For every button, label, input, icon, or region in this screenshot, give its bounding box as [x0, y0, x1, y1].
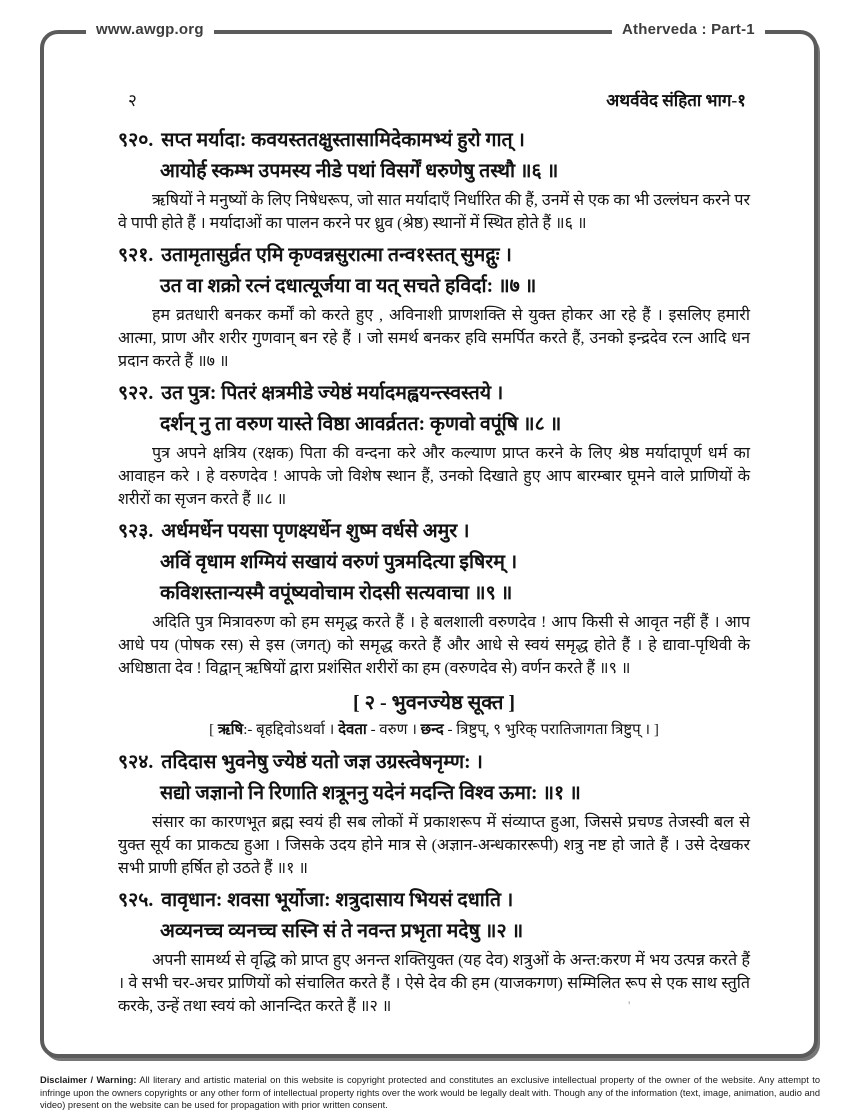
- verse-number: ९२१.: [118, 245, 154, 266]
- mantra-line: उत पुत्र: पितरं क्षत्रमीडे ज्येष्ठं मर्यादमह्वयन्त्स्वस्तये ।: [161, 383, 504, 404]
- verse-explanation: पुत्र अपने क्षत्रिय (रक्षक) पिता की वन्दना करे और कल्याण प्राप्त करने के लिए श्रेष्ठ मर्यादापूर्ण धर्म का आवाहन करे । हे वरुणदेव ! आपके जो विशेष स्थान हैं, उनको दिखाते हुए आप बारम्बार घूमने वाले प्राणियों के शरीरों का सृजन करते हैं ॥८ ॥: [118, 445, 750, 508]
- verse-number: ९२३.: [118, 521, 154, 542]
- verse-block-920: [118, 125, 750, 235]
- mantra: [118, 125, 750, 187]
- mantra: [118, 747, 750, 809]
- page-number: २: [128, 91, 137, 110]
- verse-explanation: अदिति पुत्र मित्रावरुण को हम समृद्ध करते हैं । हे बलशाली वरुणदेव ! आप किसी से आवृत नहीं हैं । आप आधे पय (पोषक रस) से इस (जगत्) को समृद्ध करते हैं और आधे से स्वयं समृद्ध होते हैं । हे द्यावा-पृथिवी के अधिष्ठाता देव ! विद्वान् ऋषियों द्वारा प्रशंसित शरीरों का हम (वरुणदेव से) वर्णन करते हैं ॥९ ॥: [118, 614, 750, 677]
- running-head-title: अथर्ववेद संहिता भाग-१: [606, 91, 746, 110]
- mantra-line: आयोर्ह स्कम्भ उपमस्य नीडे पथां विसर्गें धरुणेषु तस्थौ ॥६ ॥: [160, 161, 559, 182]
- running-head: [128, 88, 746, 111]
- mantra-line: कविशस्तान्यस्मै वपूंष्यवोचाम रोदसी सत्यवाचा ॥९ ॥: [160, 583, 513, 604]
- verse-block-925: [118, 885, 750, 1018]
- mantra-line: अविं वृधाम शग्मियं सखायं वरुणं पुत्रमदित्या इषिरम् ।: [160, 552, 518, 573]
- mantra-line: अर्धमर्धेन पयसा पृणक्ष्यर्धेन शुष्म वर्धसे अमुर ।: [161, 521, 470, 542]
- page-content: [118, 88, 750, 1023]
- verse-block-924: [118, 747, 750, 880]
- verse-explanation: ऋषियों ने मनुष्यों के लिए निषेधरूप, जो सात मर्यादाएँ निर्धारित की हैं, उनमें से एक का भी उल्लंघन करने पर वे पापी होते हैं । मर्यादाओं का पालन करने पर ध्रुव (श्रेष्ठ) स्थानों में स्थित होते हैं ॥६ ॥: [118, 192, 750, 232]
- verse-explanation: अपनी सामर्थ्य से वृद्धि को प्राप्त हुए अनन्त शक्तियुक्त (यह देव) शत्रुओं के अन्त:करण में भय उत्पन्न करते हैं । वे सभी चर-अचर प्राणियों को संचालित करते हैं । ऐसे देव की हम (याजकगण) सम्मिलित रूप से एक साथ स्तुति करके, उन्हें तथा स्वयं को आनन्दित करते हैं ॥२ ॥: [118, 952, 750, 1015]
- disclaimer-text: All literary and artistic material on this website is copyright protected and constitutes an exclusive intellectual property of the owner of the website. Any attempt to infringe upon the owners copyrights or any other form of intellectual property rights over the work would be legally dealt with. Though any of the information (text, image, animation, audio and video) present on the website can be used for propagation with prior written consent.: [40, 1075, 820, 1110]
- devata-label: देवता: [338, 722, 367, 738]
- verse-block-923: [118, 516, 750, 680]
- scan-artifact-mark: ': [628, 998, 631, 1013]
- devata-value: - वरुण ।: [366, 722, 421, 738]
- mantra-line: उतामृतासुर्व्रत एमि कृण्वन्नसुरात्मा तन्व१स्तत् सुमद्गुः ।: [161, 245, 512, 266]
- mantra-line: वावृधान: शवसा भूर्योजा: शत्रुदासाय भियसं दधाति ।: [161, 890, 514, 911]
- mantra-line: अव्यनच्च व्यनच्च सस्नि सं ते नवन्त प्रभृता मदेषु ॥२ ॥: [160, 921, 524, 942]
- verse-number: ९२४.: [118, 752, 154, 773]
- verse-number: ९२५.: [118, 890, 154, 911]
- mantra: [118, 516, 750, 609]
- verse-explanation: हम व्रतधारी बनकर कर्मों को करते हुए , अविनाशी प्राणशक्ति से युक्त होकर आ रहे हैं । इसलिए हमारी आत्मा, प्राण और शरीर गुणवान् बन रहे हैं । जो समर्थ बनकर हवि समर्पित करते हैं, उनको इन्द्रदेव रत्न आदि धन प्रदान करते हैं ॥७ ॥: [118, 307, 750, 370]
- rishi-label: ऋषि: [217, 722, 244, 738]
- verse-explanation: संसार का कारणभूत ब्रह्म स्वयं ही सब लोकों में प्रकाशरूप में संव्याप्त हुआ, जिससे प्रचण्ड तेजस्वी बल से युक्त सूर्य का प्राकट्य हुआ । जिसके उदय होने मात्र से (अज्ञान-अन्धकाररूपी) शत्रु नष्ट हो जाते हैं । उसे देखकर सभी प्राणी हर्षित हो उठते हैं ॥१ ॥: [118, 814, 750, 877]
- rishi-value: :- बृहद्दिवोऽथर्वा ।: [243, 722, 339, 738]
- mantra-line: तदिदास भुवनेषु ज्येष्ठं यतो जज्ञ उग्रस्त्वेषनृम्ण: ।: [161, 752, 483, 773]
- mantra: [118, 378, 750, 440]
- mantra-line: सप्त मर्यादा: कवयस्ततक्षुस्तासामिदेकामभ्यं हुरो गात् ।: [161, 130, 525, 151]
- verse-block-921: [118, 240, 750, 373]
- verse-block-922: [118, 378, 750, 511]
- chhanda-value: - त्रिष्टुप्, ९ भुरिक् परातिजागता त्रिष्टुप् । ]: [443, 722, 659, 738]
- mantra: [118, 240, 750, 302]
- verse-number: ९२०.: [118, 130, 154, 151]
- verse-number: ९२२.: [118, 383, 154, 404]
- mantra-line: उत वा शक्रो रत्नं दधात्यूर्जया वा यत् सचते हविर्दा: ॥७ ॥: [160, 276, 537, 297]
- mantra-line: दर्शन् नु ता वरुण यास्ते विष्ठा आवर्व्रतत: कृणवो वपूंषि ॥८ ॥: [160, 414, 562, 435]
- mantra-line: सद्यो जज्ञानो नि रिणाति शत्रूननु यदेनं मदन्ति विश्व ऊमा: ॥१ ॥: [160, 783, 581, 804]
- footer-disclaimer: [40, 1074, 820, 1112]
- mantra: [118, 885, 750, 947]
- sukta-meta: [118, 719, 750, 739]
- website-url: www.awgp.org: [86, 21, 214, 38]
- sukta-title: [ २ - भुवनज्येष्ठ सूक्त ]: [352, 692, 516, 714]
- disclaimer-label: Disclaimer / Warning:: [40, 1075, 137, 1085]
- chhanda-label: छन्द: [420, 722, 444, 738]
- meta-open: [: [209, 722, 218, 738]
- book-part-title: Atherveda : Part-1: [612, 21, 765, 38]
